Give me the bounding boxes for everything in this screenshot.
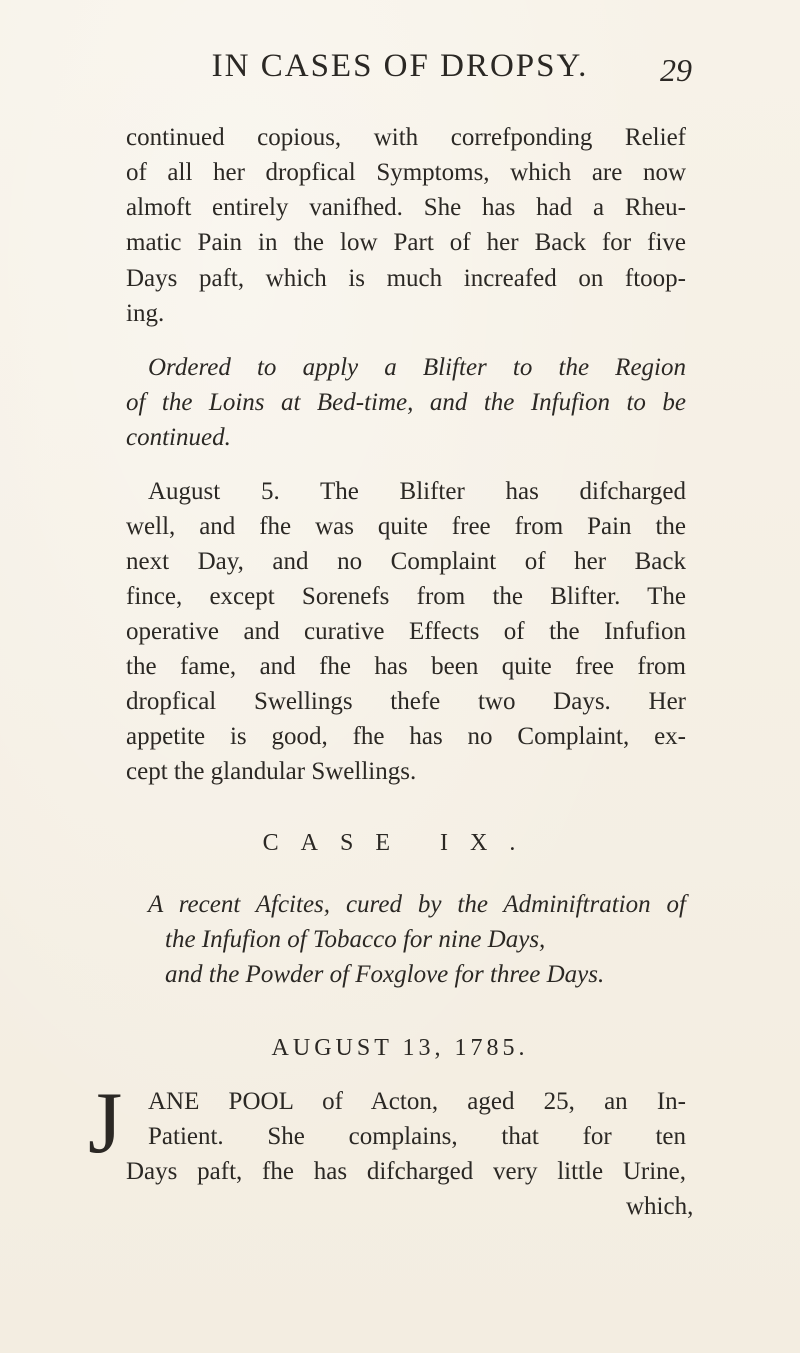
ordered-line: of the Loins at Bed-time, and the Infufion to be [126,389,686,416]
text-line: next Day, and no Complaint of her Back [126,548,686,575]
case-title-line: A recent Afcites, cured by the Adminiftration of [148,891,686,918]
text-line: of all her dropfical Symptoms, which are now [126,159,686,186]
text-line: Patient. She complains, that for ten [148,1123,686,1150]
case-title-line: the Infufion of Tobacco for nine Days, [165,926,546,953]
running-head: IN CASES OF DROPSY. [211,48,589,84]
ordered-line: continued. [126,424,231,451]
text-line: August 5. The Blifter has difcharged [148,478,686,505]
catchword: which, [626,1193,694,1220]
text-line: well, and fhe was quite free from Pain the [126,513,686,540]
text-line: Days paft, fhe has difcharged very little Urine, [126,1158,686,1185]
ordered-line: Ordered to apply a Blifter to the Region [148,354,686,381]
text-line: continued copious, with correfponding Relief [126,124,686,151]
drop-capital: J [88,1075,123,1172]
text-line: ing. [126,300,165,327]
text-line: operative and curative Effects of the Infufion [126,618,686,645]
text-line: fince, except Sorenefs from the Blifter. The [126,583,686,610]
text-line: matic Pain in the low Part of her Back for five [126,229,686,256]
text-line: cept the glandular Swellings. [126,758,417,785]
text-line: Days paft, which is much increafed on ftoop- [126,265,686,292]
text-line: almoft entirely vanifhed. She has had a Rheu- [126,194,686,221]
text-line: dropfical Swellings thefe two Days. Her [126,688,686,715]
case-heading: CASE IX. [262,830,538,856]
page-number: 29 [660,52,692,88]
text-line: the fame, and fhe has been quite free from [126,653,686,680]
date-heading: AUGUST 13, 1785. [271,1035,529,1061]
page-header [0,48,800,98]
text-line: ANE POOL of Acton, aged 25, an In- [148,1088,686,1115]
case-title-line: and the Powder of Foxglove for three Days. [165,961,605,988]
text-line: appetite is good, fhe has no Complaint, ex- [126,723,686,750]
